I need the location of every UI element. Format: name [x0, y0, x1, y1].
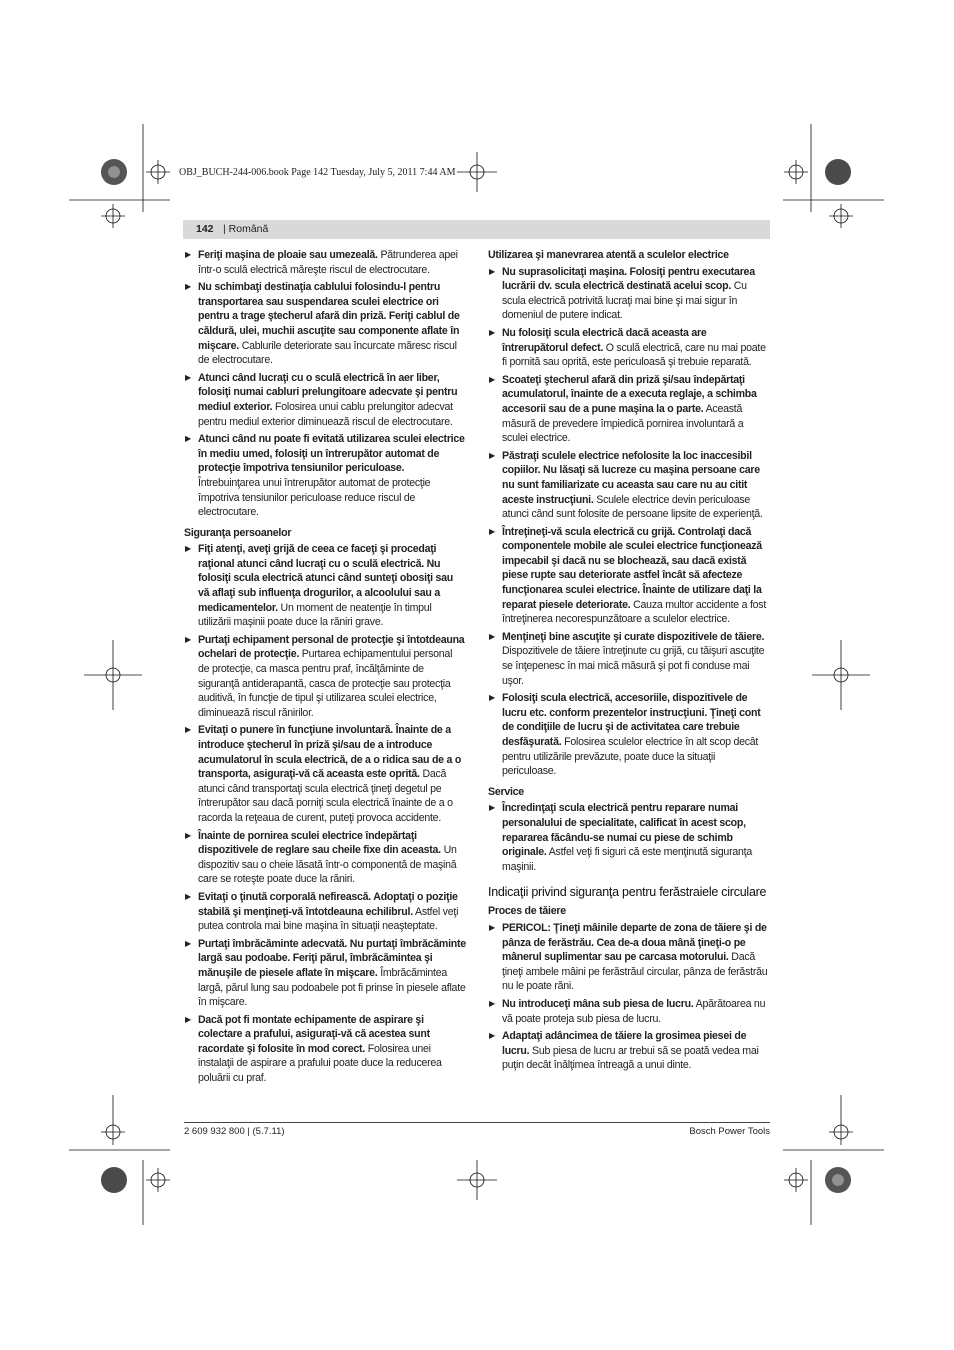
bullet-arrow-icon: ▶: [185, 434, 191, 444]
bullet-body-text: Astfel veţi putea controla mai bine maşina în situaţii neaşteptate.: [198, 905, 459, 933]
bullet-item: [184, 1013, 466, 1086]
bullet-list-service: [488, 801, 770, 874]
bullet-bold-text: Nu suprasolicitaţi maşina. Folosiţi pentru executarea lucrării dv. scula electrică destinată acelui scop.: [502, 265, 755, 293]
bullet-body-text: Cablurile deteriorate sau încurcate măresc riscul de electrocutare.: [198, 339, 457, 367]
bullet-arrow-icon: ▶: [185, 634, 191, 644]
bullet-arrow-icon: ▶: [185, 725, 191, 735]
bullet-bold-text: Atunci când nu poate fi evitată utilizarea sculei electrice în mediu umed, folosiţi un întrerupător automat de protecţie împotriva tensiunilor periculoase.: [198, 433, 465, 475]
bullet-arrow-icon: ▶: [185, 830, 191, 840]
bullet-arrow-icon: ▶: [185, 250, 191, 259]
bullet-body-text: Întrebuinţarea unui întrerupător automat de protecţie împotriva tensiunilor periculoase reduce riscul de electrocutare.: [198, 476, 431, 519]
bullet-item: [488, 997, 770, 1026]
bullet-body-text: Dacă ţineţi ambele mâini pe ferăstrăul circular, pânza de ferăstrău nu le poate răni.: [502, 951, 768, 993]
bullet-body-text: Pătrunderea apei într-o sculă electrică măreşte riscul de electrocutare.: [198, 249, 458, 276]
bullet-bold-text: Purtaţi îmbrăcăminte adecvată. Nu purtaţi îmbrăcăminte largă sau podoabe. Feriţi părul, îmbrăcămintea şi mănuşile de piesele aflate în mişcare.: [198, 937, 466, 979]
bullet-list-electrical: [184, 248, 466, 520]
bullet-bold-text: Purtaţi echipament personal de protecţie şi întotdeauna ochelari de protecţie.: [198, 633, 465, 661]
footer-part-number: 2 609 932 800 | (5.7.11): [184, 1126, 285, 1137]
bullet-body-text: Dacă atunci când transportaţi scula electrică ţineţi degetul pe întrerupător sau dacă porniţi scula electrică înainte de a o racorda la reţeaua de curent, puteţi provoca accidente.: [198, 768, 453, 824]
bullet-body-text: Astfel veţi fi siguri că este menţinută siguranţa maşinii.: [502, 846, 752, 873]
subhead-tool-use: Utilizarea şi manevrarea atentă a sculelor electrice: [488, 249, 729, 261]
bullet-item: [184, 890, 466, 934]
bullet-bold-text: Nu schimbaţi destinaţia cablului folosindu-l pentru transportarea sau suspendarea sculei electrice ori pentru a trage ştecherul afară din priză. Feriţi cablul de căldură, ulei, muchii ascuţite sau componente aflate în mişcare.: [198, 281, 460, 352]
bullet-bold-text: Nu folosiţi scula electrică dacă aceasta are întrerupătorul defect.: [502, 326, 707, 354]
bullet-item: [488, 1029, 770, 1073]
bullet-body-text: Un dispozitiv sau o cheie lăsată într-o componentă de maşină care se roteşte poate duce la răniri.: [198, 844, 457, 886]
bullet-bold-text: Atunci când lucraţi cu o sculă electrică în aer liber, folosiţi numai cabluri prelungitoare adecvate şi pentru mediul exterior.: [198, 371, 458, 413]
bullet-arrow-icon: ▶: [185, 282, 191, 292]
bullet-list-cutting: [488, 921, 770, 1073]
bullet-item: [488, 449, 770, 522]
bullet-arrow-icon: ▶: [489, 803, 495, 813]
bullet-bold-text: Încredinţaţi scula electrică pentru reparare numai personalului de specialitate, calificat în acest scop, repararea făcându-se numai cu piese de schimb originale.: [502, 802, 746, 859]
bullet-body-text: Această măsură de prevedere împiedică pornirea involuntară a sculei electrice.: [502, 402, 744, 445]
bullet-item: [488, 921, 770, 994]
bullet-bold-text: Întreţineţi-vă scula electrică cu grijă. Controlaţi dacă componentele mobile ale sculei electrice funcţionează impecabil şi dacă nu se blochează, sau dacă există piese rupte sau deteriorate astfel încât să afecteze funcţionarea sculei electrice. Înainte de utilizare daţi la reparat piesele deteriorate.: [502, 525, 762, 611]
bullet-item: [184, 280, 466, 368]
bullet-arrow-icon: ▶: [489, 327, 495, 337]
bullet-body-text: Cauza multor accidente a fost întreţinerea necorespunzătoare a sculelor electrice.: [502, 598, 767, 626]
file-slug: OBJ_BUCH-244-006.book Page 142 Tuesday, July 5, 2011 7:44 AM: [179, 167, 456, 178]
bullet-arrow-icon: ▶: [489, 374, 495, 384]
bullet-bold-text: Păstraţi sculele electrice nefolosite la loc inaccesibil copiilor. Nu lăsaţi să lucreze cu maşina persoane care nu sunt familiarizate cu aceasta sau care nu au citit aceste instrucţiuni.: [502, 449, 760, 506]
bullet-body-text: Cu scula electrică potrivită lucraţi mai bine şi mai sigur în domeniul de putere indicat.: [502, 280, 747, 322]
bullet-body-text: Sub piesa de lucru ar trebui să se poată vedea mai puţin decât înălţimea întreagă a unui dinte.: [502, 1044, 759, 1072]
bullet-bold-text: Dacă pot fi montate echipamente de aspirare şi colectare a prafului, asiguraţi-vă că acestea sunt racordate şi folosite în mod corect.: [198, 1013, 430, 1055]
bullet-bold-text: Menţineţi bine ascuţite şi curate dispozitivele de tăiere.: [502, 630, 765, 643]
bullet-body-text: Folosirea sculelor electrice în alt scop decât pentru utilizările prevăzute, poate duce la situaţii periculoase.: [502, 736, 759, 778]
bullet-item: [184, 633, 466, 721]
bullet-item: [488, 630, 770, 688]
bullet-item: [184, 829, 466, 887]
bullet-bold-text: Feriţi maşina de ploaie sau umezeală.: [198, 249, 378, 261]
bullet-item: [488, 691, 770, 779]
bullet-body-text: Dispozitivele de tăiere întreţinute cu grijă, cu tăişuri ascuţite se înţepenesc în mai mică măsură şi pot fi conduse mai uşor.: [502, 645, 765, 687]
bullet-item: [184, 248, 466, 277]
bullet-bold-text: Fiţi atenţi, aveţi grijă de ceea ce faceţi şi procedaţi raţional atunci când lucraţi cu o sculă electrică. Nu folosiţi scula electrică atunci când sunteţi obosiţi sau vă aflaţi sub influenţa drogurilor, a alcoolului sau a medicamentelor.: [198, 543, 454, 614]
bullet-arrow-icon: ▶: [185, 372, 191, 382]
bullet-bold-text: Adaptaţi adâncimea de tăiere la grosimea piesei de lucru.: [502, 1030, 747, 1057]
bullet-body-text: O sculă electrică, care nu mai poate fi pornită sau oprită, este periculoasă şi trebuie reparată.: [502, 341, 766, 369]
bullet-arrow-icon: ▶: [489, 693, 495, 703]
right-column: [488, 248, 770, 1076]
bullet-bold-text: Scoateţi ştecherul afară din priză şi/sau îndepărtaţi acumulatorul, înainte de a executa reglaje, a schimba accesorii sau de a pune maşina la o parte.: [502, 373, 757, 415]
bullet-arrow-icon: ▶: [489, 631, 495, 641]
running-header: [183, 220, 770, 239]
page-number: 142: [196, 223, 214, 235]
bullet-arrow-icon: ▶: [489, 1031, 495, 1041]
bullet-bold-text: Folosiţi scula electrică, accesoriile, dispozitivele de lucru etc. conform prezentelor instrucţiuni. Ţineţi cont de condiţiile de lucru şi de activitatea care trebuie desfăşurată.: [502, 692, 761, 748]
bullet-item: [488, 326, 770, 370]
section-title: Indicaţii privind siguranţa pentru ferăstraiele circulare: [488, 885, 767, 900]
bullet-item: [184, 542, 466, 630]
bullet-body-text: Un moment de neatenţie în timpul utilizării maşinii poate duce la răniri grave.: [198, 601, 432, 629]
bullet-item: [488, 373, 770, 446]
bullet-arrow-icon: ▶: [489, 922, 495, 932]
bullet-body-text: Apărătoarea nu vă poate proteja sub piesa de lucru.: [502, 997, 766, 1025]
bullet-arrow-icon: ▶: [185, 891, 191, 901]
bullet-item: [184, 723, 466, 825]
bullet-body-text: Folosirea unei instalaţii de aspirare a prafului poate duce la reducerea poluării cu praf.: [198, 1042, 442, 1085]
bullet-arrow-icon: ▶: [489, 526, 495, 536]
bullet-bold-text: Înainte de pornirea sculei electrice îndepărtaţi dispozitivele de reglare sau cheile fixe din aceasta.: [198, 829, 441, 857]
subhead-service: Service: [488, 785, 524, 798]
bullet-body-text: Folosirea unui cablu prelungitor adecvat pentru mediul exterior diminuează riscul de electrocutare.: [198, 400, 453, 428]
subhead-personal-safety: Siguranţa persoanelor: [184, 526, 292, 539]
header-language: | Română: [223, 223, 269, 235]
subhead-cutting-process: Proces de tăiere: [488, 905, 566, 918]
bullet-arrow-icon: ▶: [489, 998, 495, 1008]
bullet-arrow-icon: ▶: [489, 450, 495, 460]
bullet-list-personal-safety: [184, 542, 466, 1085]
footer-rule: [184, 1122, 770, 1123]
bullet-bold-text: Evitaţi o ţinută corporală nefirească. Adoptaţi o poziţie stabilă şi menţineţi-vă întotdeauna echilibrul.: [198, 890, 458, 918]
bullet-body-text: Purtarea echipamentului personal de protecţie, ca masca pentru praf, încălţăminte de siguranţă antiderapantă, casca de protecţie sau protecţia auditivă, în funcţie de tipul şi utilizarea sculei electrice, diminuează riscul rănirilor.: [198, 648, 453, 719]
footer-brand: Bosch Power Tools: [689, 1126, 770, 1137]
bullet-arrow-icon: ▶: [185, 1014, 191, 1024]
bullet-item: [184, 937, 466, 1010]
bullet-list-tool-use: [488, 265, 770, 779]
bullet-item: [488, 801, 770, 874]
left-column: [184, 248, 466, 1089]
bullet-bold-text: Evitaţi o punere în funcţiune involuntară. Înainte de a introduce ştecherul în priză şi/sau de a introduce acumulatorul în scula electrică, de a o ridica sau de a o transporta, asiguraţi-vă că aceasta este oprită.: [198, 724, 462, 781]
bullet-body-text: Sculele electrice devin periculoase atunci când sunt folosite de persoane lipsite de experienţă.: [502, 493, 763, 521]
bullet-item: [488, 525, 770, 627]
bullet-bold-text: PERICOL: Ţineţi mâinile departe de zona de tăiere şi de pânza de ferăstrău. Cea de-a doua mână ţineţi-o pe mânerul suplimentar sau pe carcasa motorului.: [502, 921, 767, 964]
bullet-item: [488, 265, 770, 323]
bullet-arrow-icon: ▶: [185, 938, 191, 948]
bullet-item: [184, 432, 466, 520]
bullet-arrow-icon: ▶: [489, 266, 495, 276]
bullet-bold-text: Nu introduceţi mâna sub piesa de lucru.: [502, 997, 694, 1010]
bullet-body-text: Îmbrăcămintea largă, părul lung sau podoabele pot fi prinse în piesele aflate în mişcare.: [198, 966, 466, 1009]
bullet-arrow-icon: ▶: [185, 544, 191, 554]
bullet-item: [184, 371, 466, 429]
